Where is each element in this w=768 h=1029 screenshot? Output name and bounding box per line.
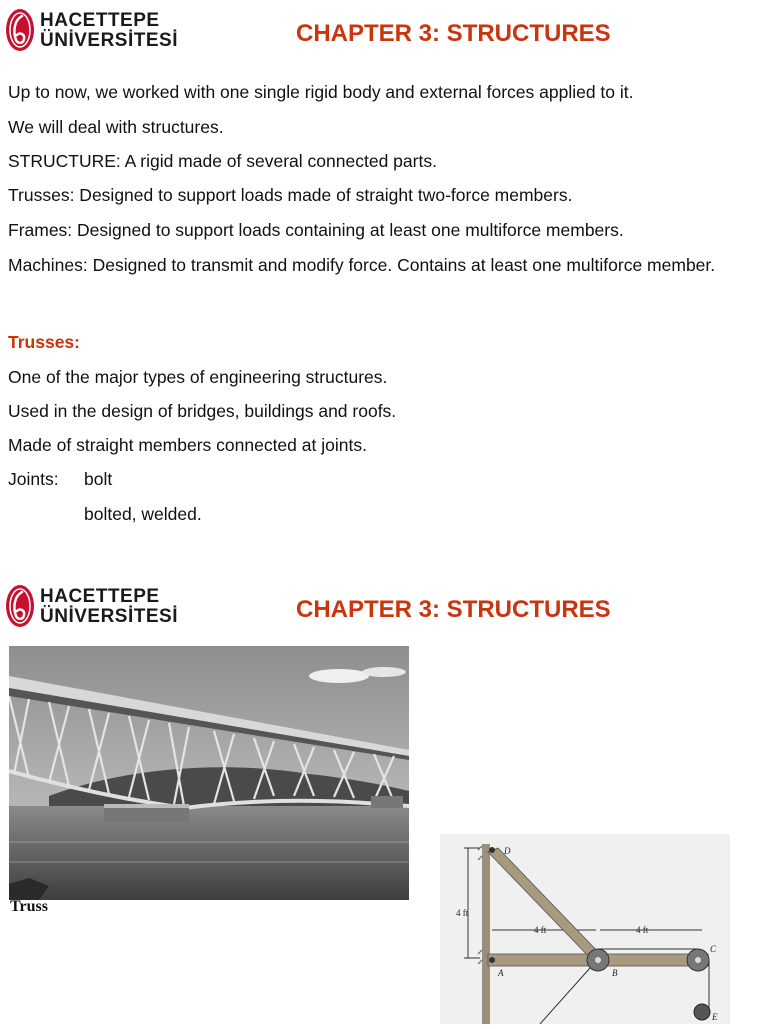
point-label-a: A <box>498 968 504 978</box>
chapter-title: CHAPTER 3: STRUCTURES <box>296 20 611 47</box>
frame-diagram <box>440 834 730 1024</box>
university-logo <box>4 582 178 630</box>
hacettepe-emblem-icon <box>4 6 36 54</box>
logo-text-line-2: ÜNİVERSİTESİ <box>40 30 178 51</box>
paragraph: We will deal with structures. <box>8 117 224 137</box>
paragraph: Frames: Designed to support loads containing at least one multiforce members. <box>8 220 624 240</box>
dim-height: 4 ft <box>456 908 469 918</box>
hacettepe-emblem-icon <box>4 582 36 630</box>
university-logo <box>4 6 178 54</box>
paragraph: Trusses: Designed to support loads made of straight two-force members. <box>8 185 573 205</box>
slide-2 <box>0 576 768 1024</box>
joints-value: bolted, welded. <box>84 504 202 524</box>
paragraph: Up to now, we worked with one single rigid body and external forces applied to it. <box>8 82 634 102</box>
dim-span-1: 4 ft <box>534 925 547 935</box>
dim-span-2: 4 ft <box>636 925 649 935</box>
joints-value: bolt <box>84 469 113 489</box>
paragraph: Machines: Designed to transmit and modify force. Contains at least one multiforce member. <box>8 255 716 275</box>
chapter-title: CHAPTER 3: STRUCTURES <box>296 596 611 623</box>
truss-point: Used in the design of bridges, buildings and roofs. <box>8 401 397 421</box>
joints-label: Joints: <box>8 469 59 489</box>
point-label-d: D <box>504 846 511 856</box>
point-label-c: C <box>710 944 717 954</box>
logo-text-line-1: HACETTEPE <box>40 10 160 31</box>
point-label-e: E <box>712 1012 718 1022</box>
truss-point: One of the major types of engineering structures. <box>8 367 388 387</box>
trusses-heading: Trusses: <box>8 332 80 352</box>
logo-text-line-1: HACETTEPE <box>40 586 160 607</box>
logo-text-line-2: ÜNİVERSİTESİ <box>40 606 178 627</box>
truss-point: Made of straight members connected at joints. <box>8 435 367 455</box>
truss-bridge-photo <box>9 646 409 900</box>
point-label-b: B <box>612 968 618 978</box>
paragraph: STRUCTURE: A rigid made of several connected parts. <box>8 151 437 171</box>
photo-caption: Truss <box>10 898 48 915</box>
